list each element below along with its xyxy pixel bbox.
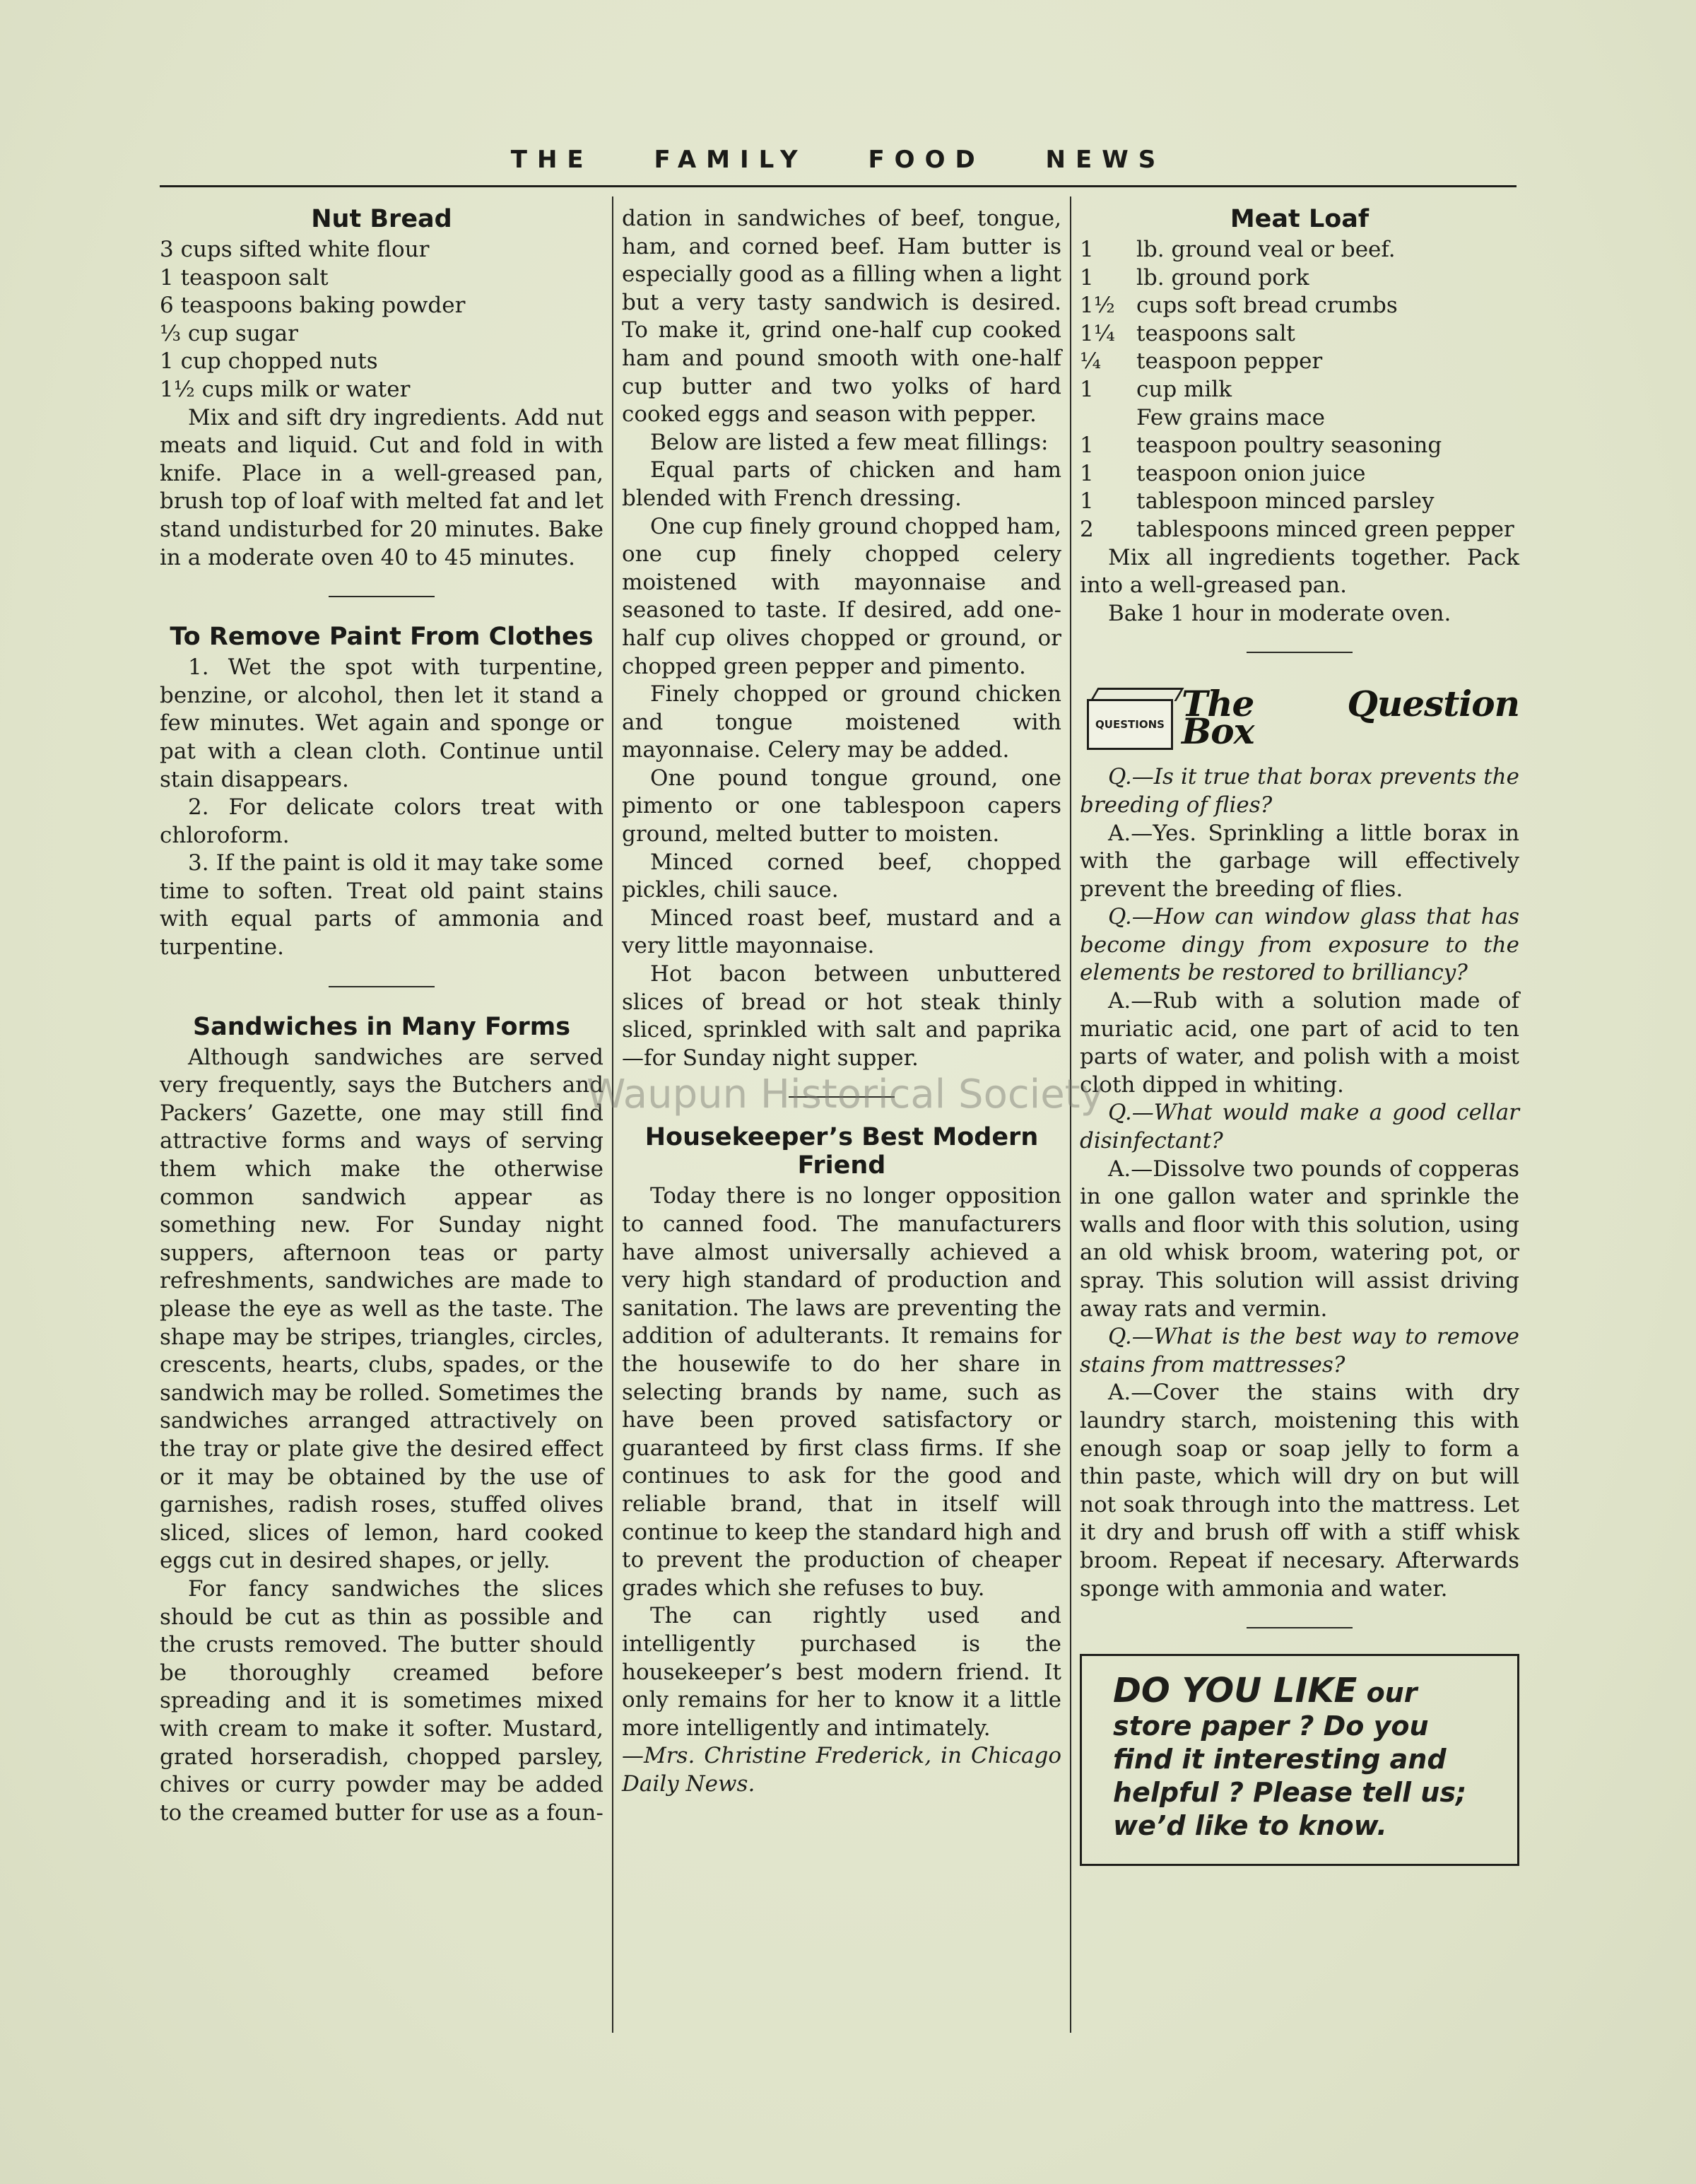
- masthead: THE FAMILY FOOD NEWS: [510, 146, 1166, 174]
- ingredient-text: tablespoon minced parsley: [1136, 488, 1435, 515]
- paint-step: 3. If the paint is old it may take some time to soften. Treat old paint stains with equal parts of ammonia and turpentine.: [160, 850, 603, 961]
- meat-loaf-title: Meat Loaf: [1230, 205, 1370, 233]
- ingredient-row: [1080, 348, 1519, 376]
- sandwiches-title: Sandwiches in Many Forms: [192, 1012, 571, 1041]
- ingredient-text: lb. ground veal or beef.: [1136, 237, 1396, 262]
- question: Q.—What would make a good cellar disinfectant?: [1080, 1100, 1519, 1154]
- section-separator: [1247, 652, 1353, 653]
- ingredient-text: tablespoons minced green pepper: [1136, 516, 1514, 542]
- paint-step: 2. For delicate colors treat with chloroform.: [160, 794, 603, 848]
- paint-title: To Remove Paint From Clothes: [170, 623, 594, 652]
- section-separator: [329, 596, 435, 597]
- section-separator: [789, 1096, 895, 1098]
- ingredient-qty: 2: [1080, 516, 1094, 542]
- ingredient-row: [1080, 516, 1519, 544]
- filling-item: Minced roast beef, mustard and a very little mayonnaise.: [622, 905, 1061, 959]
- answer: A.—Rub with a solution made of muriatic acid, one part of acid to ten parts of water, and polish with a moist cloth dipped in whiting.: [1080, 988, 1519, 1098]
- ingredient: 1 cup chopped nuts: [160, 348, 378, 375]
- housekeeper-paragraph: Today there is no longer opposition to canned food. The manufacturers have almost universally achieved a very high standard of production and sanitation. The laws are preventing the addition of adulterants. It remains for the housewife to do her share in selecting brands by name, such as have been proved satisfactory or guaranteed by first class firms. If she continues to ask for the good and reliable brand, that in itself will continue to keep the standard high and to prevent the production of cheaper grades which she refuses to buy.: [622, 1183, 1061, 1601]
- ingredient-row: [1080, 376, 1519, 404]
- column-divider-right: [1070, 196, 1071, 2033]
- housekeeper-title: Housekeeper’s Best Modern Friend: [644, 1123, 1039, 1180]
- meat-loaf-ingredients: [1080, 236, 1519, 544]
- promo-lead: DO YOU LIKE: [1113, 1671, 1358, 1711]
- box-label: QUESTIONS: [1087, 699, 1173, 750]
- ingredient-row: [1080, 460, 1519, 488]
- ingredient: 1 teaspoon salt: [160, 264, 329, 290]
- question-box-header: [1080, 679, 1519, 756]
- housekeeper-credit: —Mrs. Christine Frederick, in Chicago Daily News.: [622, 1743, 1061, 1797]
- ingredient-text: lb. ground pork: [1136, 264, 1309, 290]
- filling-item: Hot bacon between unbuttered slices of bread or hot steak thinly sliced, sprinkled with salt and paprika—for Sunday night supper.: [622, 961, 1061, 1071]
- sandwiches-paragraph: Although sandwiches are served very frequently, says the Butchers and Packers’ Gazette, one may still find attractive forms and ways of serving them which make the otherwise common sandwich appear as something new. For Sunday night suppers, afternoon teas or party refreshments, sandwiches are made to please the eye as well as the taste. The shape may be stripes, triangles, circles, crescents, hearts, clubs, spades, or the sandwich may be rolled. Sometimes the sandwiches arranged attractively on the tray or plate give the desired effect or it may be obtained by the use of garnishes, radish roses, stuffed olives sliced, slices of lemon, hard cooked eggs cut in desired shapes, or jelly.: [160, 1044, 603, 1574]
- ingredient: 1½ cups milk or water: [160, 376, 411, 402]
- ingredient-qty: ¼: [1080, 348, 1102, 375]
- ingredient: 6 teaspoons baking powder: [160, 293, 466, 319]
- section-separator: [329, 986, 435, 987]
- answer: A.—Dissolve two pounds of copperas in one gallon water and sprinkle the walls and floor with this solution, using an old whisk broom, watering pot, or spray. This solution will assist driving away rats and vermin.: [1080, 1156, 1519, 1322]
- answer: A.—Yes. Sprinkling a little borax in with the garbage will effectively prevent the breeding of flies.: [1080, 820, 1519, 902]
- ingredient-row: [1080, 264, 1519, 293]
- promo-text: our store paper ? Do you find it interesting and helpful ? Please tell us; we’d like to know.: [1113, 1677, 1467, 1842]
- filling-item: Minced corned beef, chopped pickles, chili sauce.: [622, 849, 1061, 903]
- section-separator: [1247, 1627, 1353, 1628]
- filling-item: Finely chopped or ground chicken and tongue moistened with mayonnaise. Celery may be added.: [622, 681, 1061, 763]
- ingredient-text: teaspoon poultry seasoning: [1136, 433, 1442, 459]
- housekeeper-paragraph: The can rightly used and intelligently purchased is the housekeeper’s best modern friend. It only remains for her to know it a little more intelligently and intimately.: [622, 1603, 1061, 1741]
- answer: A.—Cover the stains with dry laundry starch, moistening this with enough soap or soap jelly to form a thin paste, which will dry on but will not soak through into the mattress. Let it dry and brush off with a stiff whisk broom. Repeat if necesary. Afterwards sponge with ammonia and water.: [1080, 1380, 1519, 1602]
- sandwiches-continued: dation in sandwiches of beef, tongue, ham, and corned beef. Ham butter is especially good as a filling when a light but a very tasty sandwich is desired. To make it, grind one-half cup cooked ham and pound smooth with one-half cup butter and two yolks of hard cooked eggs and season with pepper.: [622, 206, 1061, 428]
- filling-item: One cup finely ground chopped ham, one cup finely chopped celery moistened with mayonnaise and seasoned to taste. If desired, add one-half cup olives chopped or ground, or chopped green pepper and pimento.: [622, 513, 1061, 679]
- nut-bread-method: Mix and sift dry ingredients. Add nut meats and liquid. Cut and fold in with knife. Place in a well-greased pan, brush top of loaf with melted fat and let stand undisturbed for 20 minutes. Bake in a moderate oven 40 to 45 minutes.: [160, 404, 603, 570]
- question-box-icon: [1080, 683, 1179, 751]
- ingredient-qty: 1: [1080, 433, 1094, 459]
- column-1: [160, 205, 603, 1827]
- sandwiches-paragraph: For fancy sandwiches the slices should be cut as thin as possible and the crusts removed. The butter should be thoroughly creamed before spreading and it is sometimes mixed with cream to make it softer. Mustard, grated horseradish, chopped parsley, chives or curry powder may be added to the creamed butter for use as a foun-: [160, 1575, 603, 1826]
- question: Q.—How can window glass that has become dingy from exposure to the elements be restored to brilliancy?: [1080, 904, 1519, 986]
- ingredient-qty: 1: [1080, 376, 1094, 402]
- ingredient: ⅓ cup sugar: [160, 320, 298, 346]
- ingredient-text: Few grains mace: [1136, 404, 1325, 430]
- meat-loaf-method: Bake 1 hour in moderate oven.: [1108, 600, 1451, 626]
- ingredient-qty: 1: [1080, 460, 1094, 486]
- ingredient-text: teaspoon pepper: [1136, 348, 1323, 375]
- ingredient-qty: 1½: [1080, 293, 1115, 319]
- filling-item: Equal parts of chicken and ham blended with French dressing.: [622, 457, 1061, 511]
- question: Q.—Is it true that borax prevents the breeding of flies?: [1080, 764, 1519, 818]
- ingredient-row: [1080, 488, 1519, 516]
- question: Q.—What is the best way to remove stains from mattresses?: [1080, 1324, 1519, 1378]
- ingredient-text: cup milk: [1136, 376, 1232, 402]
- column-divider-left: [612, 196, 613, 2033]
- ingredient-row: [1080, 292, 1519, 320]
- ingredient-qty: 1¼: [1080, 320, 1115, 346]
- ingredient-text: cups soft bread crumbs: [1136, 293, 1398, 319]
- watermark: Waupun Historical Society: [587, 1072, 1104, 1117]
- masthead-rule: [160, 185, 1517, 187]
- ingredient-row: [1080, 432, 1519, 460]
- ingredient-qty: 1: [1080, 264, 1094, 290]
- ingredient-qty: 1: [1080, 237, 1094, 262]
- paint-step: 1. Wet the spot with turpentine, benzine, or alcohol, then let it stand a few minutes. Wet again and sponge or pat with a clean cloth. Continue until stain disappears.: [160, 654, 603, 792]
- column-2: [622, 205, 1061, 1798]
- nut-bread-ingredients: [160, 236, 603, 404]
- ingredient-text: teaspoon onion juice: [1136, 460, 1366, 486]
- ingredient: 3 cups sifted white flour: [160, 237, 430, 262]
- filling-item: One pound tongue ground, one pimento or one tablespoon capers ground, melted butter to moisten.: [622, 765, 1061, 847]
- ingredient-qty: [1080, 404, 1136, 433]
- ingredient-row: [1080, 404, 1519, 433]
- promo-box: [1080, 1654, 1519, 1866]
- ingredient-row: [1080, 236, 1519, 264]
- meat-loaf-method: Mix all ingredients together. Pack into a well-greased pan.: [1080, 544, 1519, 599]
- ingredient-text: teaspoons salt: [1136, 320, 1295, 346]
- question-box-title: The Question Box: [1182, 682, 1519, 753]
- nut-bread-title: Nut Bread: [311, 205, 452, 233]
- ingredient-row: [1080, 320, 1519, 348]
- ingredient-qty: 1: [1080, 488, 1094, 515]
- column-3: [1080, 205, 1519, 1866]
- filling-item: Below are listed a few meat fillings:: [650, 429, 1049, 455]
